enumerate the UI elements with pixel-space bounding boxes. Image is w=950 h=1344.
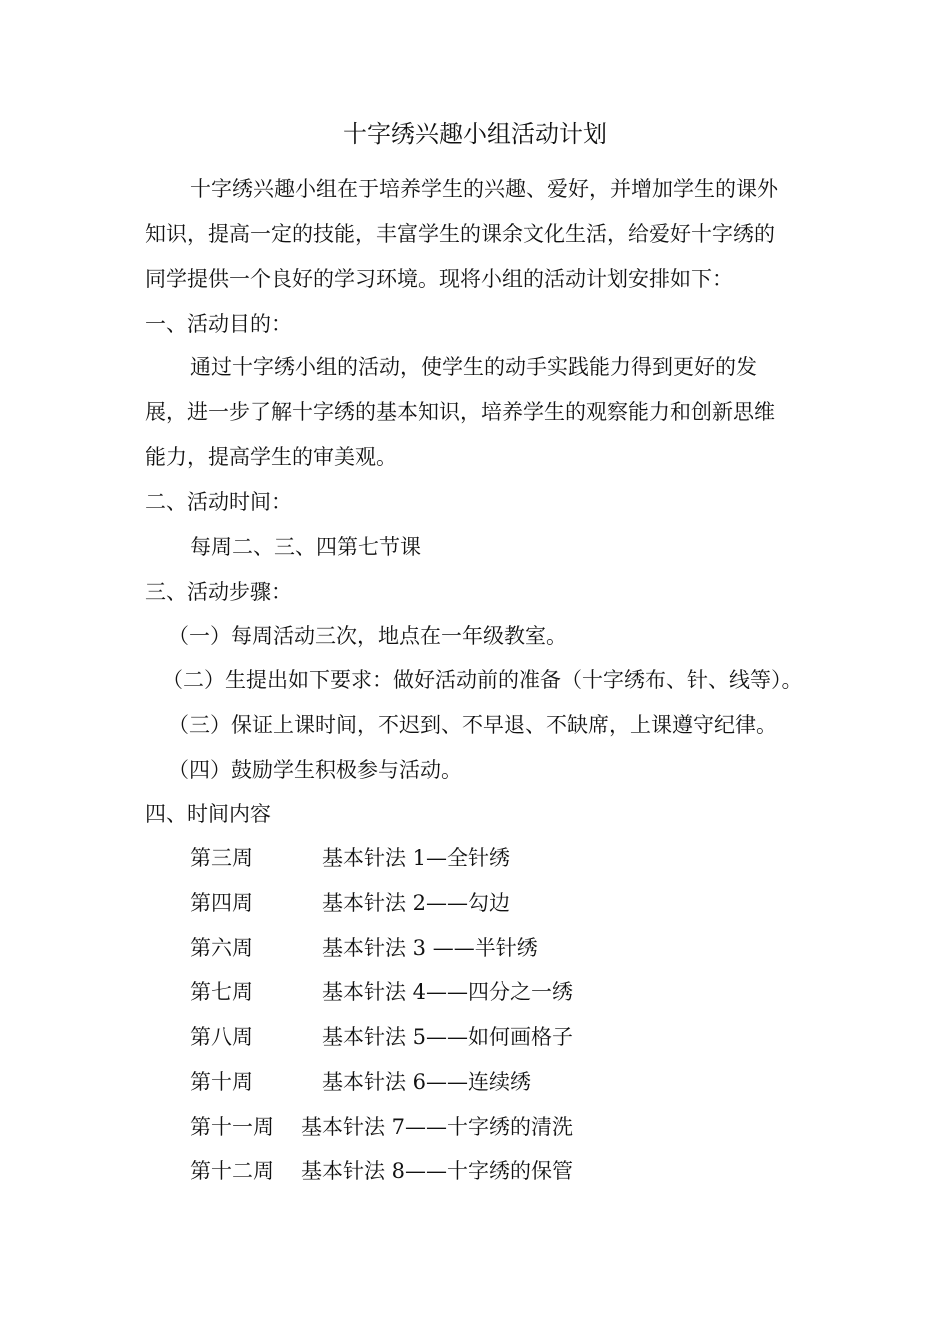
schedule-content: 基本针法 8——十字绣的保管 [301,1159,574,1183]
section-heading: 二、活动时间： [145,490,292,514]
section-body-line: 每周二、三、四第七节课 [190,535,421,559]
section-heading: 三、活动步骤： [145,580,292,604]
intro-line: 十字绣兴趣小组在于培养学生的兴趣、爱好，并增加学生的课外 [190,177,778,201]
schedule-content: 基本针法 7——十字绣的清洗 [301,1115,574,1139]
step-item: （四）鼓励学生积极参与活动。 [168,758,462,782]
section-body-line: 通过十字绣小组的活动，使学生的动手实践能力得到更好的发 [190,355,757,379]
step-item: （三）保证上课时间，不迟到、不早退、不缺席，上课遵守纪律。 [168,713,777,737]
intro-line: 知识，提高一定的技能，丰富学生的课余文化生活，给爱好十字绣的 [145,222,775,246]
schedule-week: 第七周 [190,980,253,1004]
schedule-content: 基本针法 6——连续绣 [322,1070,532,1094]
schedule-content: 基本针法 2——勾边 [322,891,511,915]
schedule-content: 基本针法 1—全针绣 [322,846,511,870]
section-heading: 一、活动目的： [145,312,292,336]
schedule-week: 第十二周 [190,1159,274,1183]
intro-line: 同学提供一个良好的学习环境。现将小组的活动计划安排如下： [145,267,733,291]
step-item: （一）每周活动三次，地点在一年级教室。 [168,624,567,648]
schedule-content: 基本针法 3 ——半针绣 [322,936,538,960]
section-heading: 四、时间内容 [145,802,271,826]
schedule-week: 第三周 [190,846,253,870]
document-title: 十字绣兴趣小组活动计划 [343,120,607,148]
schedule-week: 第八周 [190,1025,253,1049]
step-item: （二）生提出如下要求：做好活动前的准备（十字绣布、针、线等）。 [162,668,803,692]
schedule-week: 第十周 [190,1070,253,1094]
schedule-week: 第四周 [190,891,253,915]
schedule-week: 第十一周 [190,1115,274,1139]
section-body-line: 展，进一步了解十字绣的基本知识，培养学生的观察能力和创新思维 [145,400,775,424]
schedule-week: 第六周 [190,936,253,960]
section-body-line: 能力，提高学生的审美观。 [145,445,397,469]
schedule-content: 基本针法 4——四分之一绣 [322,980,574,1004]
schedule-content: 基本针法 5——如何画格子 [322,1025,574,1049]
